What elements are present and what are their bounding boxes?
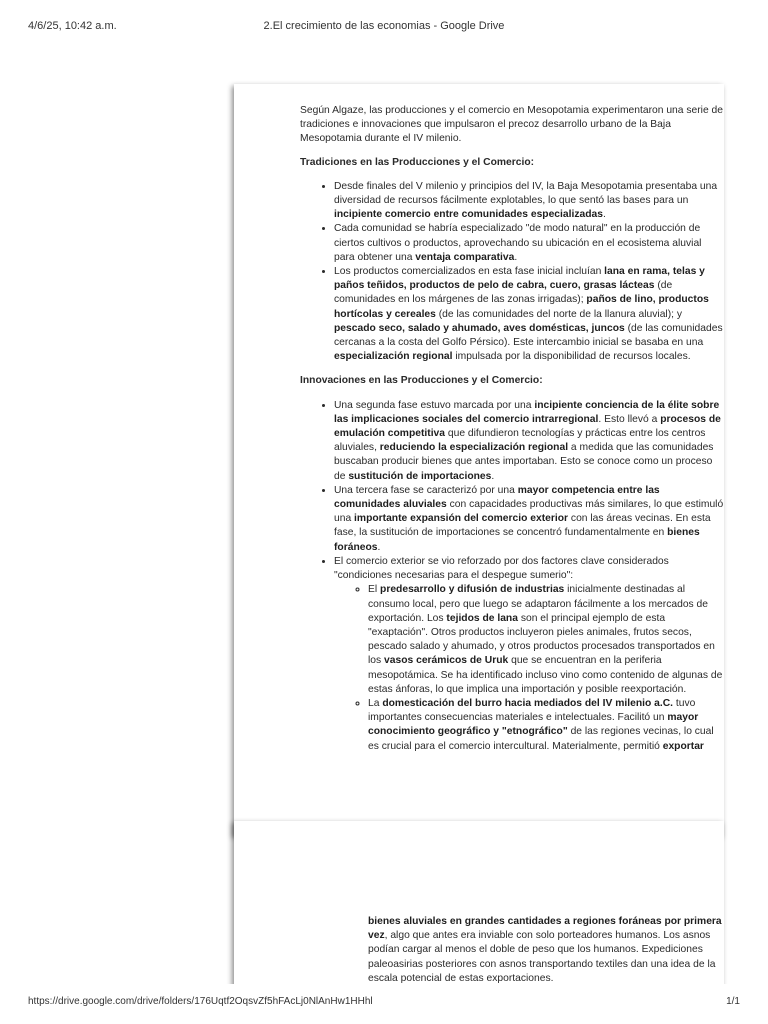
page-content <box>300 915 724 984</box>
document-page-2 <box>234 821 724 984</box>
print-footer <box>0 984 768 1024</box>
tradiciones-list <box>300 180 724 365</box>
sub-list <box>334 583 724 753</box>
innovaciones-list <box>300 399 724 754</box>
list-item: • Una segunda fase estuvo marcada por una incipiente conciencia de la élite sobre las implicaciones sociales del comercio intrarregional. Esto llevó a procesos de emulación competitiva que difundieron tecnologías y prácticas entre los centros aluviales, reduciendo la especialización regional a medida que las comunidades buscaban producir bienes que antes importaban. Esto se conoce como un proceso de sustitución de importaciones. <box>334 399 724 484</box>
print-datetime: 4/6/25, 10:42 a.m. <box>28 20 117 32</box>
section-heading-innovaciones: Innovaciones en las Producciones y el Comercio: <box>300 375 543 387</box>
list-item: • Una tercera fase se caracterizó por una mayor competencia entre las comunidades aluviales con capacidades productivas más similares, lo que estimuló una importante expansión del comercio exterior con las áreas vecinas. En esta fase, la sustitución de importaciones se concentró fundamentalmente en bienes foráneos. <box>334 484 724 555</box>
sub-list-item: ◦ La domesticación del burro hacia mediados del IV milenio a.C. tuvo importantes consecuencias materiales e intelectuales. Facilitó un mayor conocimiento geográfico y "etnográfico" de las regiones vecinas, lo cual es crucial para el comercio intercultural. Materialmente, permitió exportar <box>368 697 724 754</box>
list-item: • El comercio exterior se vio reforzado por dos factores clave considerados "condiciones necesarias para el despegue sumerio": ◦ El predesarrollo y difusión de industrias inicialmente destinadas al consumo local, pero que luego se adaptaron fácilmente a los mercados de exportación. Los tejidos de lana son el principal ejemplo de esta "exaptación". Otros productos incluyeron pieles animales, frutos secos, pescado salado y ahumado, y otros productos procesados transportados en los vasos cerámicos de Uruk que se encuentran en la periferia mesopotámica. Se ha identificado incluso vino como contenido de algunas de estas ánforas, lo que implica una importación y posible reexportación. ◦ La domesticación del burro hacia mediados del IV milenio a.C. tuvo importantes consecuencias materiales e intelectuales. Facilitó un mayor conocimiento geográfico y "etnográfico" de las regiones vecinas, lo cual es crucial para el comercio intercultural. Materialmente, permitió exportar <box>334 555 724 754</box>
document-viewer[interactable] <box>0 40 768 984</box>
print-url: https://drive.google.com/drive/folders/176Uqtf2OqsvZf5hFAcLj0NlAnHw1HHhl <box>28 996 373 1007</box>
list-item: • Cada comunidad se habría especializado "de modo natural" en la producción de ciertos cultivos o productos, aprovechando su ubicación en el ecosistema aluvial para obtener una ventaja comparativa. <box>334 222 724 265</box>
section-heading-tradiciones: Tradiciones en las Producciones y el Comercio: <box>300 156 535 168</box>
page-content <box>300 104 724 764</box>
print-header <box>0 0 768 40</box>
sub-list-item: ◦ El predesarrollo y difusión de industrias inicialmente destinadas al consumo local, pero que luego se adaptaron fácilmente a los mercados de exportación. Los tejidos de lana son el principal ejemplo de esta "exaptación". Otros productos incluyeron pieles animales, frutos secos, pescado salado y ahumado, y otros productos procesados transportados en los vasos cerámicos de Uruk que se encuentran en la periferia mesopotámica. Se ha identificado incluso vino como contenido de algunas de estas ánforas, lo que implica una importación y posible reexportación. <box>368 583 724 697</box>
print-document-title: 2.El crecimiento de las economias - Google Drive <box>263 20 505 32</box>
document-page-1 <box>234 84 724 836</box>
intro-paragraph: Según Algaze, las producciones y el comercio en Mesopotamia experimentaron una serie de tradiciones e innovaciones que impulsaron el precoz desarrollo urbano de la Baja Mesopotamia durante el IV milenio. <box>300 105 723 145</box>
print-page-count: 1/1 <box>726 996 740 1007</box>
list-item: • Los productos comercializados en esta fase inicial incluían lana en rama, telas y paños teñidos, productos de pelo de cabra, cuero, grasas lácteas (de comunidades en los márgenes de las zonas irrigadas); paños de lino, productos hortícolas y cereales (de las comunidades del norte de la llanura aluvial); y pescado seco, salado y ahumado, aves domésticas, juncos (de las comunidades cercanas a la costa del Golfo Pérsico). Este intercambio inicial se basaba en una especialización regional impulsada por la disponibilidad de recursos locales. <box>334 265 724 364</box>
continued-paragraph: bienes aluviales en grandes cantidades a regiones foráneas por primera vez, algo que antes era inviable con solo porteadores humanos. Los asnos podían cargar al menos el doble de peso que los humanos. Expediciones paleoasirias posteriores con asnos transportando textiles dan una idea de la escala potencial de estas exportaciones. <box>368 916 722 984</box>
list-item: • Desde finales del V milenio y principios del IV, la Baja Mesopotamia presentaba una diversidad de recursos fácilmente explotables, lo que sentó las bases para un incipiente comercio entre comunidades especializadas. <box>334 180 724 223</box>
